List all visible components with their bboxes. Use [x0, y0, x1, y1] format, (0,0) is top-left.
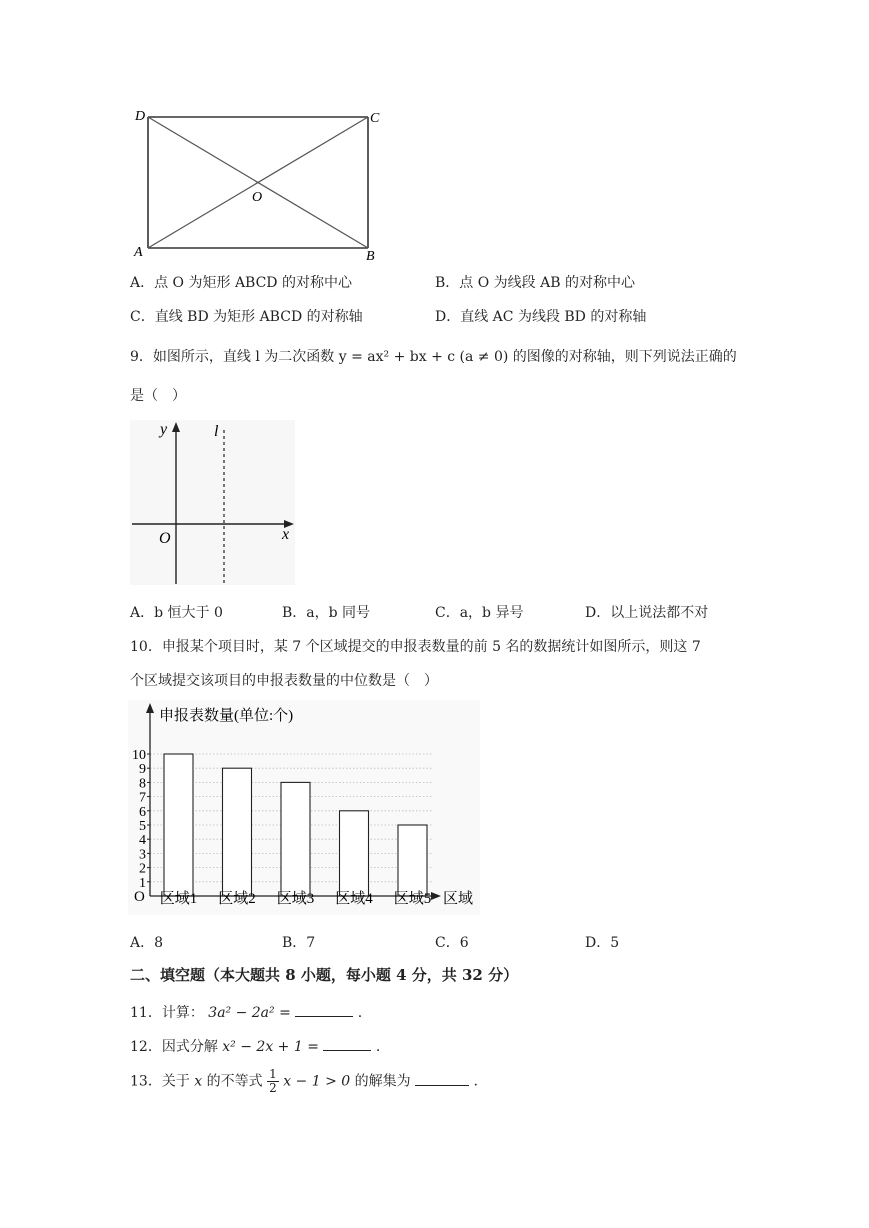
q9-option-a: A．b 恒大于 0	[130, 605, 223, 621]
category-label: 区域2	[218, 891, 256, 907]
q13-tail: 的解集为	[354, 1073, 411, 1090]
q9-option-d: D．以上说法都不对	[585, 605, 709, 621]
q12-prefix: 12．因式分解	[130, 1039, 218, 1055]
label-c: C	[370, 111, 380, 126]
line-l-label: l	[214, 423, 219, 440]
y-axis-label: y	[160, 421, 168, 438]
y-tick-label: 4	[139, 833, 146, 849]
bar-5	[398, 825, 427, 896]
y-tick-label: 3	[139, 847, 146, 863]
y-tick-label: 9	[139, 762, 146, 778]
q10-option-d: D．5	[585, 935, 620, 951]
q8-option-a: A．点 O 为矩形 ABCD 的对称中心	[130, 275, 352, 291]
chart-ylabel: 申报表数量(单位:个)	[159, 708, 294, 724]
q11-expr: 3a² − 2a² =	[208, 1005, 291, 1021]
q13-mid: 的不等式	[206, 1073, 263, 1090]
y-tick-label: 10	[132, 748, 146, 763]
q13-prefix: 13．关于	[130, 1073, 190, 1090]
q13-expr: x − 1 > 0	[283, 1073, 351, 1090]
category-label: 区域4	[335, 891, 373, 907]
q10-question-line1: 10．申报某个项目时，某 7 个区域提交的申报表数量的前 5 名的数据统计如图所示，则这 7	[130, 639, 701, 655]
bar-4	[340, 811, 369, 896]
q13-suffix: .	[473, 1073, 478, 1090]
q11-prefix: 11．计算：	[130, 1005, 204, 1021]
x-axis-label: x	[282, 526, 290, 543]
q13-answer-blank[interactable]	[415, 1073, 469, 1086]
chart-xlabel: 区域	[443, 891, 474, 907]
q8-option-d: D．直线 AC 为线段 BD 的对称轴	[435, 309, 647, 325]
q8-option-c: C．直线 BD 为矩形 ABCD 的对称轴	[130, 309, 363, 325]
y-tick-label: 1	[139, 875, 146, 891]
q12-answer-blank[interactable]	[323, 1038, 371, 1051]
label-a: A	[134, 245, 143, 260]
rectangle-figure	[128, 100, 388, 270]
y-tick-label: 8	[139, 776, 146, 792]
q13-fraction-num: 1	[269, 1067, 277, 1081]
q10-question-line2: 个区域提交该项目的申报表数量的中位数是（ ）	[130, 673, 438, 689]
q13-var: x	[194, 1073, 203, 1090]
category-label: 区域5	[393, 891, 432, 907]
y-tick-label: 6	[139, 804, 146, 820]
q12-expr: x² − 2x + 1 =	[222, 1039, 319, 1055]
bar-chart	[128, 700, 480, 915]
label-b: B	[366, 249, 375, 264]
label-d: D	[135, 109, 146, 124]
q12-suffix: .	[375, 1039, 381, 1055]
y-tick-label: 7	[139, 790, 146, 806]
q9-option-c: C．a，b 异号	[435, 605, 524, 621]
q11-question	[130, 1002, 362, 1022]
q12-question	[130, 1036, 380, 1056]
category-label: 区域3	[276, 891, 315, 907]
q10-option-c: C．6	[435, 935, 469, 951]
chart-origin: O	[134, 889, 145, 905]
y-tick-label: 2	[139, 861, 146, 877]
q13-fraction-den: 2	[269, 1081, 277, 1095]
q10-option-b: B．7	[282, 935, 316, 951]
bar-1	[164, 754, 193, 896]
q8-option-b: B．点 O 为线段 AB 的对称中心	[435, 275, 635, 291]
axis-graph	[128, 418, 298, 588]
q10-option-a: A．8	[130, 935, 164, 951]
q11-suffix: .	[357, 1005, 363, 1021]
y-tick-label: 5	[139, 819, 146, 834]
q9-option-b: B．a，b 同号	[282, 605, 371, 621]
q13-question	[130, 1068, 478, 1095]
bar-2	[223, 768, 252, 896]
q11-answer-blank[interactable]	[295, 1004, 353, 1017]
q9-question-line2: 是（ ）	[130, 388, 186, 404]
category-label: 区域1	[159, 891, 198, 907]
label-o: O	[252, 190, 263, 205]
section-heading: 二、填空题（本大题共 8 小题，每小题 4 分，共 32 分）	[130, 966, 519, 984]
q13-fraction	[267, 1068, 279, 1095]
origin-label: O	[159, 530, 171, 547]
q9-question-line1: 9．如图所示，直线 l 为二次函数 y = ax² + bx + c (a ≠ 0) 的图像的对称轴，则下列说法正确的	[130, 349, 737, 365]
bar-3	[281, 782, 310, 896]
